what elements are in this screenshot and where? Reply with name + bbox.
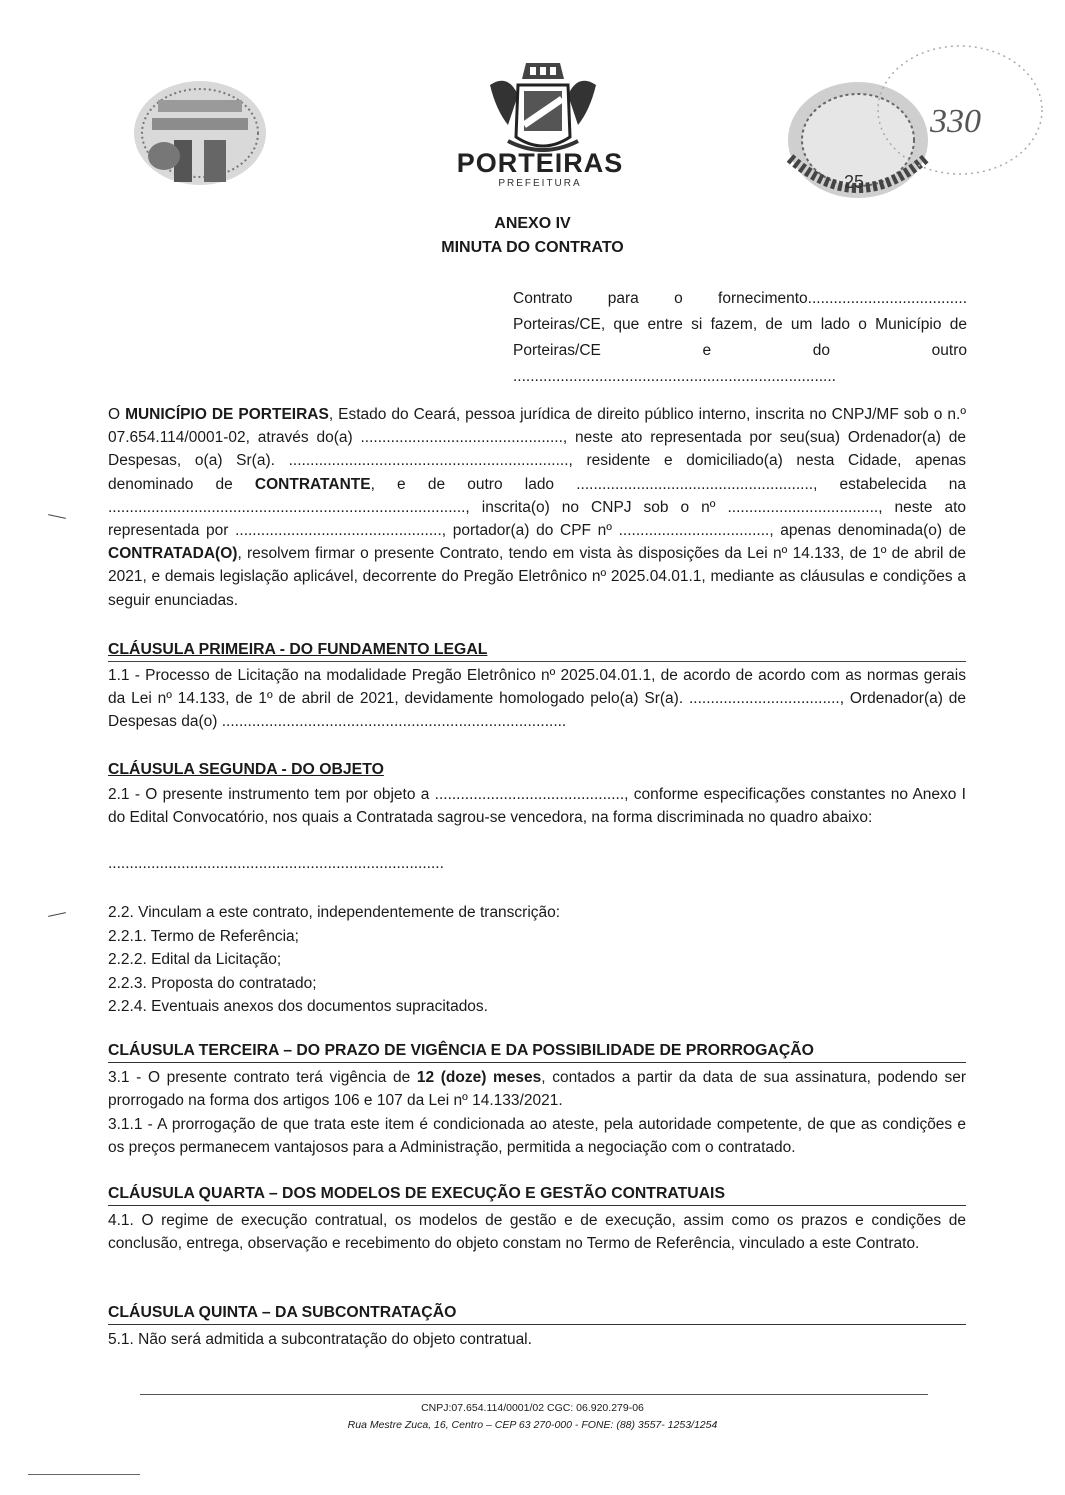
clause-1-heading: CLÁUSULA PRIMEIRA - DO FUNDAMENTO LEGAL: [108, 641, 488, 658]
margin-mark: [48, 912, 66, 917]
intro-line: ...........................................................................: [513, 368, 836, 385]
list-item: 2.2. Vinculam a este contrato, independentemente de transcrição:: [108, 904, 561, 921]
clause-4-text: 4.1. O regime de execução contratual, os modelos de gestão e de execução, assim como os prazos e condições de conclusão, entrega, observação e recebimento do objeto constam no Termo de Referência, vinculado a este Contrato.: [108, 1212, 966, 1252]
municipality-name: MUNICÍPIO DE PORTEIRAS: [125, 406, 329, 423]
clause-5-heading: CLÁUSULA QUINTA – DA SUBCONTRATAÇÃO: [108, 1303, 966, 1325]
footer-rule: [140, 1394, 928, 1395]
list-item: 2.2.1. Termo de Referência;: [108, 927, 299, 945]
annex-title: ANEXO IV: [494, 215, 571, 232]
clause-3-heading: CLÁUSULA TERCEIRA – DO PRAZO DE VIGÊNCIA E DA POSSIBILIDADE DE PRORROGAÇÃO: [108, 1041, 966, 1063]
intro-line: Contrato para o fornecimento.....................................: [513, 290, 967, 307]
intro-line: Porteiras/CE e do outro: [513, 342, 967, 359]
clause-3-text-1: 3.1 - O presente contrato terá vigência de 12 (doze) meses, contados a partir da data de sua assinatura, podendo ser prorrogado na forma dos artigos 106 e 107 da Lei nº 14.133/2021.: [108, 1069, 967, 1109]
clause-2-heading: CLÁUSULA SEGUNDA - DO OBJETO: [108, 761, 384, 778]
contratada-label: CONTRATADA(O): [108, 545, 238, 563]
contratante-label: CONTRATANTE: [254, 475, 371, 493]
clause-2-list: [108, 901, 966, 1019]
clause-4-heading: CLÁUSULA QUARTA – DOS MODELOS DE EXECUÇÃO E GESTÃO CONTRATUAIS: [108, 1184, 966, 1206]
camara-seal-stamp: [128, 78, 270, 188]
intro-line: Porteiras/CE, que entre si fazem, de um lado o Município de: [513, 316, 967, 333]
contract-intro: [513, 286, 967, 390]
svg-text:25: 25: [844, 172, 865, 192]
brand-subtitle: PREFEITURA: [498, 178, 582, 189]
seal-right-number: 330: [930, 103, 981, 140]
preamble-paragraph: O MUNICÍPIO DE PORTEIRAS, Estado do Ceará, pessoa jurídica de direito público interno, inscrita no CNPJ/MF sob o n.º 07.654.114/0001-02, através do(a) ..............................................., neste ato representada por seu(sua) Ordenador(a) de Despesas, o(a) Sr(a). ................................................................., residente e domiciliado(a) nesta Cidade, apenas denominado de CONTRATANTE, e de outro lado ......................................................., estabelecida na ..................................................................................., inscrita(o) no CNPJ sob o nº ..................................., neste ato representada por ................................................, portador(a) do CPF nº ..................................., apenas denominada(o) de CONTRATADA(O), resolvem firmar o presente Contrato, tendo em vista às disposições da Lei nº 14.133, de 1º de abril de 2021, e demais legislação aplicável, decorrente do Pregão Eletrônico nº 2025.04.01.1, mediante as cláusulas e condições a seguir enunciadas.: [108, 406, 966, 609]
clause-5-text: 5.1. Não será admitida a subcontratação do objeto contratual.: [108, 1331, 532, 1348]
clause-1-text: 1.1 - Processo de Licitação na modalidade Pregão Eletrônico nº 2025.04.01.1, de acordo de acordo com as normas gerais da Lei nº 14.133, de 1º de abril de 2021, devidamente homologado pelo(a) Sr(a). ..................................., Ordenador(a) de Despesas da(o) ................................................................................: [108, 667, 966, 730]
clause-2-text: 2.1 - O presente instrumento tem por objeto a ............................................, conforme especificações constantes no Anexo I do Edital Convocatório, nos quais a Contratada sagrou-se vencedora, na forma discriminada no quadro abaixo:: [108, 786, 966, 826]
list-item: 2.2.2. Edital da Licitação;: [108, 951, 282, 969]
protocol-seal-stamp: [780, 38, 1050, 208]
list-item: 2.2.4. Eventuais anexos dos documentos supracitados.: [108, 998, 488, 1016]
footer-address: Rua Mestre Zuca, 16, Centro – CEP 63 270-000 - FONE: (88) 3557- 1253/1254: [347, 1419, 718, 1431]
document-title: MINUTA DO CONTRATO: [441, 239, 624, 256]
margin-mark: [28, 1474, 140, 1475]
list-item: 2.2.3. Proposta do contratado;: [108, 974, 317, 992]
clause-2-dots: ..............................................................................: [108, 855, 444, 872]
margin-mark: [48, 514, 66, 519]
term-duration: 12 (doze) meses: [416, 1069, 542, 1086]
footer-registration: CNPJ:07.654.114/0001/02 CGC: 06.920.279-06: [421, 1402, 644, 1414]
clause-3-text-2: 3.1.1 - A prorrogação de que trata este item é condicionada ao ateste, pela autoridade competente, de que as condições e os preços permanecem vantajosos para a Administração, permitida a negociação com o contratado.: [108, 1116, 966, 1156]
brand-name: PORTEIRAS: [456, 148, 624, 178]
